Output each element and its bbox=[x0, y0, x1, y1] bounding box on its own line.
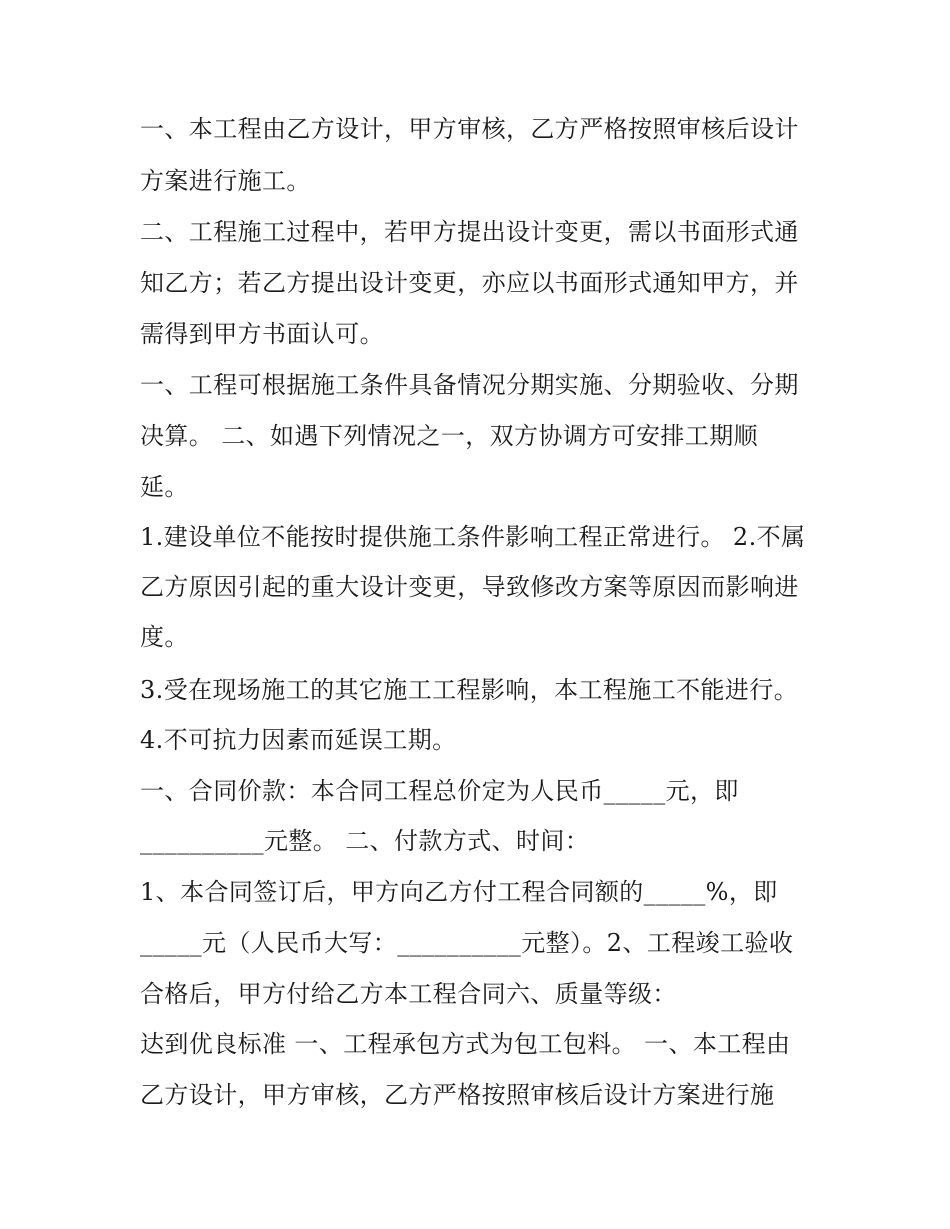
text-line: 一、本工程由乙方设计，甲方审核，乙方严格按照审核后设计 bbox=[140, 115, 799, 143]
text-line: __________元整。 二、付款方式、时间： bbox=[140, 827, 590, 855]
text-line: 知乙方；若乙方提出设计变更，亦应以书面形式通知甲方，并 bbox=[140, 269, 799, 297]
text-line: 延。 bbox=[140, 473, 189, 501]
text-line: 达到优良标准 一、工程承包方式为包工包料。 一、本工程由 bbox=[140, 1030, 791, 1058]
text-line: 需得到甲方书面认可。 bbox=[140, 320, 384, 348]
text-line: 乙方设计，甲方审核，乙方严格按照审核后设计方案进行施 bbox=[140, 1081, 775, 1109]
text-line: 乙方原因引起的重大设计变更，导致修改方案等原因而影响进 bbox=[140, 573, 799, 601]
text-line: 1、本合同签订后，甲方向乙方付工程合同额的_____%，即 bbox=[140, 878, 778, 906]
text-line: 二、工程施工过程中，若甲方提出设计变更，需以书面形式通 bbox=[140, 218, 799, 246]
text-line: 4.不可抗力因素而延误工期。 bbox=[140, 726, 457, 754]
text-line: 1.建设单位不能按时提供施工条件影响工程正常进行。 2.不属 bbox=[140, 523, 806, 551]
text-line: 合格后，甲方付给乙方本工程合同六、质量等级： bbox=[140, 980, 677, 1008]
text-line: 方案进行施工。 bbox=[140, 167, 311, 195]
text-line: 一、工程可根据施工条件具备情况分期实施、分期验收、分期 bbox=[140, 371, 799, 399]
text-line: 度。 bbox=[140, 623, 189, 651]
text-line: 一、合同价款：本合同工程总价定为人民币_____元，即 bbox=[140, 777, 739, 805]
text-line: 3.受在现场施工的其它施工工程影响，本工程施工不能进行。 bbox=[140, 676, 799, 704]
text-line: 决算。 二、如遇下列情况之一，双方协调方可安排工期顺 bbox=[140, 422, 759, 450]
text-line: _____元（人民币大写：__________元整）。2、工程竣工验收 bbox=[140, 929, 794, 957]
